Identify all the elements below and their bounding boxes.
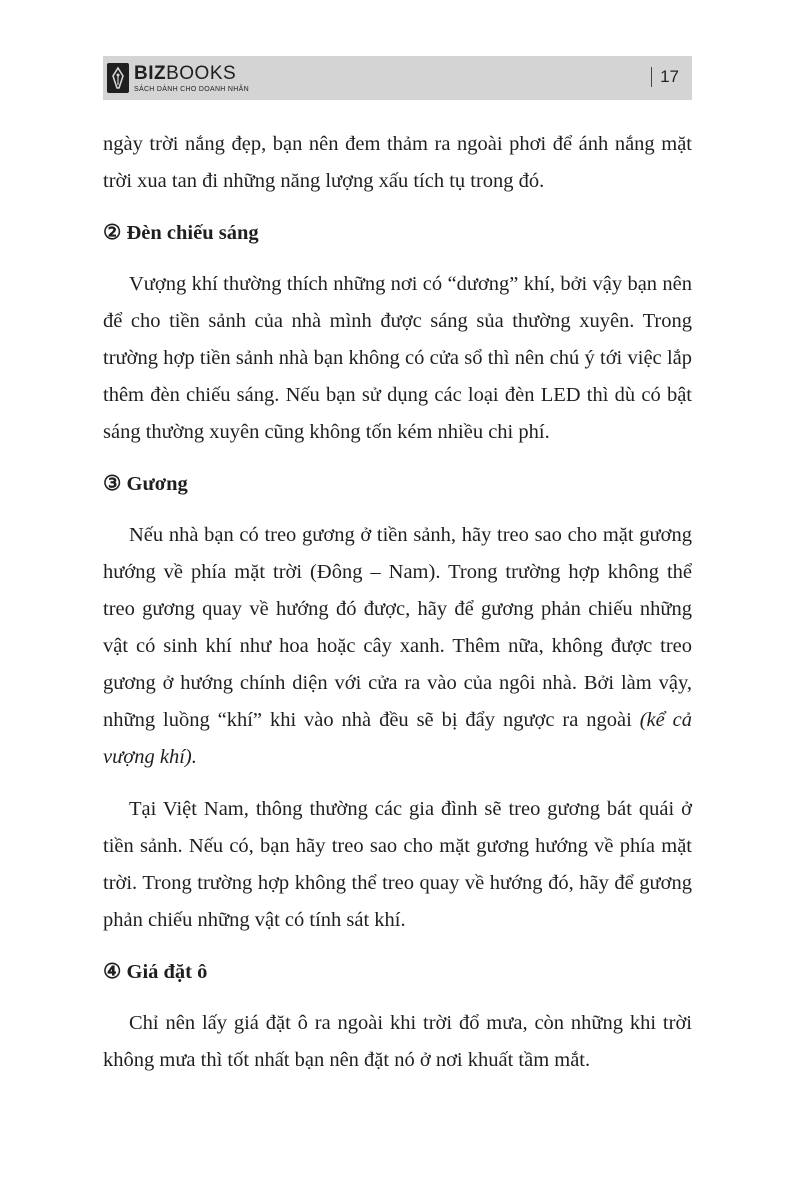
paragraph-lighting: Vượng khí thường thích những nơi có “dương” khí, bởi vậy bạn nên để cho tiền sảnh của nhà mình được sáng sủa thường xuyên. Trong trường hợp tiền sảnh nhà bạn không có cửa sổ thì nên chú ý tới việc lắp thêm đèn chiếu sáng. Nếu bạn sử dụng các loại đèn LED thì dù có bật sáng thường xuyên cũng không tốn kém nhiều chi phí. [103,273,692,443]
section-heading-mirror: ③ Gương [103,473,188,495]
italic-note: (kể cả vượng khí). [103,709,693,768]
paragraph-bagua-mirror: Tại Việt Nam, thông thường các gia đình sẽ treo gương bát quái ở tiền sảnh. Nếu có, bạn hãy treo sao cho mặt gương hướng về phía mặt trời. Trong trường hợp không thể treo quay về hướng đó, hãy để gương phản chiếu những vật có tính sát khí. [103,798,692,931]
paragraph-mirror: Nếu nhà bạn có treo gương ở tiền sảnh, hãy treo sao cho mặt gương hướng về phía mặt trời (Đông – Nam). Trong trường hợp không thể treo gương quay về hướng đó được, hãy để gương phản chiếu những vật có sinh khí như hoa hoặc cây xanh. Thêm nữa, không được treo gương ở hướng chính diện với cửa ra vào của ngôi nhà. Bởi làm vậy, những luồng “khí” khi vào nhà đều sẽ bị đẩy ngược ra ngoài (kể cả vượng khí). [103,524,693,768]
running-header [103,56,692,100]
paragraph-umbrella-stand: Chỉ nên lấy giá đặt ô ra ngoài khi trời đổ mưa, còn những khi trời không mưa thì tốt nhất bạn nên đặt nó ở nơi khuất tầm mắt. [103,1012,692,1071]
page-number: 17 [651,67,679,87]
section-heading-lighting: ② Đèn chiếu sáng [103,222,259,244]
brand-tagline: SÁCH DÀNH CHO DOANH NHÂN [134,85,249,93]
brand-name: BIZBOOKS [134,62,237,84]
bizbooks-logo [107,59,249,97]
section-heading-umbrella-stand: ④ Giá đặt ô [103,961,208,983]
pen-nib-icon [107,63,129,93]
page-body [103,126,692,1079]
paragraph-continued: ngày trời nắng đẹp, bạn nên đem thảm ra ngoài phơi để ánh nắng mặt trời xua tan đi những năng lượng xấu tích tụ trong đó. [103,133,692,192]
